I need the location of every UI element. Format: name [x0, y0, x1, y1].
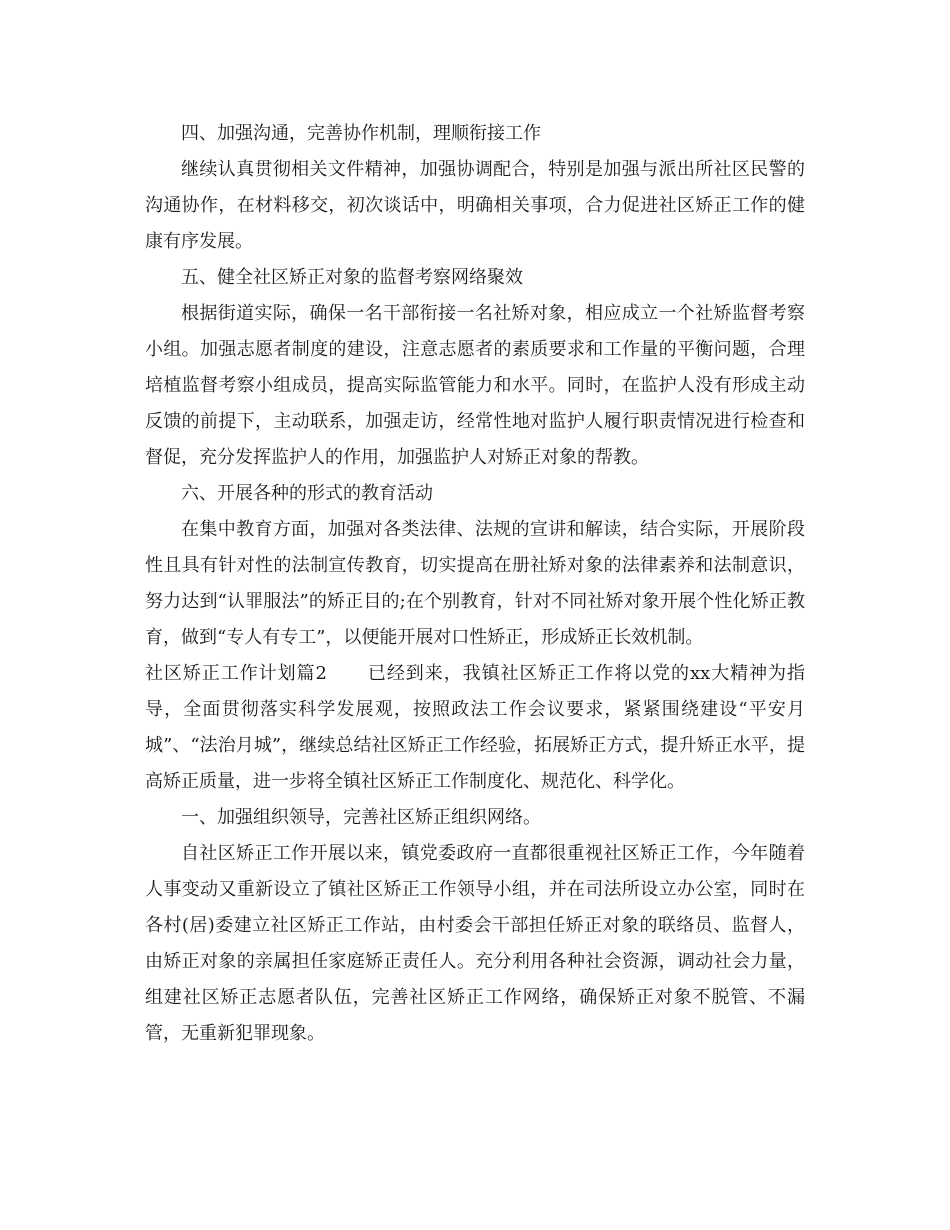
section-6-paragraph: 在集中教育方面，加强对各类法律、法规的宣讲和解读，结合实际，开展阶段性且具有针对性的法制宣传教育，切实提高在册社矫对象的法律素养和法制意识，努力达到“认罪服法”的矫正目的;在个别教育，针对不同社矫对象开展个性化矫正教育，做到“专人有专工”，以便能开展对口性矫正，形成矫正长效机制。: [145, 519, 805, 648]
plan-2-section-heading-1: 一、加强组织领导，完善社区矫正组织网络。: [181, 807, 541, 828]
plan-2-intro-text: 已经到来，我镇社区矫正工作将以党的xx大精神为指导，全面贯彻落实科学发展观，按照政法工作会议要求，紧紧围绕建设“平安月城”、“法治月城”，继续总结社区矫正工作经验，拓展矫正方式，提升矫正水平，提高矫正质量，进一步将全镇社区矫正工作制度化、规范化、科学化。: [145, 663, 806, 792]
document-body: [145, 116, 805, 1052]
section-heading-6: 六、开展各种的形式的教育活动: [181, 483, 433, 504]
section-5-paragraph: 根据街道实际，确保一名干部衔接一名社矫对象，相应成立一个社矫监督考察小组。加强志愿者制度的建设，注意志愿者的素质要求和工作量的平衡问题，合理培植监督考察小组成员，提高实际监管能力和水平。同时，在监护人没有形成主动反馈的前提下，主动联系，加强走访，经常性地对监护人履行职责情况进行检查和督促，充分发挥监护人的作用，加强监护人对矫正对象的帮教。: [145, 303, 805, 468]
section-heading-4: 四、加强沟通，完善协作机制，理顺衔接工作: [181, 123, 541, 144]
plan-2-heading: 社区矫正工作计划篇2: [145, 663, 327, 684]
plan-2-intro-paragraph: [145, 656, 805, 800]
section-heading-5: 五、健全社区矫正对象的监督考察网络聚效: [181, 267, 523, 288]
section-4-paragraph: 继续认真贯彻相关文件精神，加强协调配合，特别是加强与派出所社区民警的沟通协作，在材料移交，初次谈话中，明确相关事项，合力促进社区矫正工作的健康有序发展。: [145, 159, 805, 252]
plan-2-section-1-paragraph: 自社区矫正工作开展以来，镇党委政府一直都很重视社区矫正工作，今年随着人事变动又重新设立了镇社区矫正工作领导小组，并在司法所设立办公室，同时在各村(居)委建立社区矫正工作站，由村委会干部担任矫正对象的联络员、监督人，由矫正对象的亲属担任家庭矫正责任人。充分利用各种社会资源，调动社会力量，组建社区矫正志愿者队伍，完善社区矫正工作网络，确保矫正对象不脱管、不漏管，无重新犯罪现象。: [145, 843, 805, 1044]
